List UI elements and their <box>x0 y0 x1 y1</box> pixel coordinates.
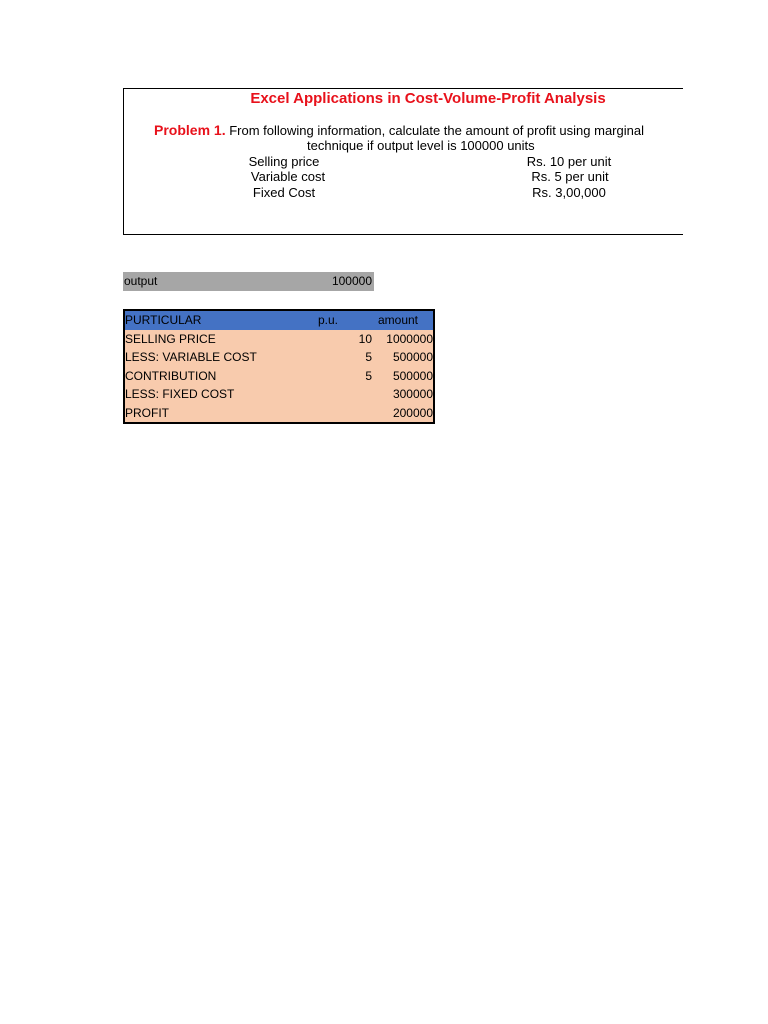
calculation-table <box>123 309 435 424</box>
fact-label-fixed-cost: Fixed Cost <box>252 185 316 200</box>
table-row[interactable] <box>125 367 433 386</box>
row-particular: CONTRIBUTION <box>125 368 217 383</box>
fact-label-selling-price: Selling price <box>248 154 320 169</box>
table-row[interactable] <box>125 385 433 404</box>
table-row[interactable] <box>125 404 433 423</box>
header-amount: amount <box>377 313 419 327</box>
row-amount: 200000 <box>392 405 433 420</box>
problem-box <box>123 88 683 235</box>
header-pu: p.u. <box>317 313 338 327</box>
fact-value-variable-cost: Rs. 5 per unit <box>531 169 609 184</box>
fact-label-variable-cost: Variable cost <box>250 169 326 184</box>
fact-value-fixed-cost: Rs. 3,00,000 <box>532 185 606 200</box>
table-row[interactable] <box>125 348 433 367</box>
output-value[interactable]: 100000 <box>331 274 372 288</box>
problem-text-1: From following information, calculate the amount of profit using marginal <box>229 123 644 138</box>
problem-text-2: technique if output level is 100000 units <box>307 138 535 153</box>
problem-label: Problem 1. <box>154 122 226 138</box>
output-label: output <box>124 274 158 288</box>
page-title: Excel Applications in Cost-Volume-Profit Analysis <box>250 90 606 107</box>
table-row[interactable] <box>125 330 433 349</box>
row-amount: 1000000 <box>386 331 433 346</box>
row-amount: 300000 <box>392 387 433 401</box>
row-amount: 500000 <box>392 350 433 364</box>
output-cell-row[interactable] <box>123 272 374 291</box>
row-particular: LESS: FIXED COST <box>125 387 235 401</box>
header-particular: PURTICULAR <box>125 313 202 327</box>
row-pu: 10 <box>358 331 372 346</box>
row-particular: LESS: VARIABLE COST <box>125 350 257 364</box>
problem-statement-line-1 <box>154 122 644 138</box>
table-header-row <box>125 311 433 330</box>
row-particular: PROFIT <box>125 405 169 420</box>
row-particular: SELLING PRICE <box>125 331 216 346</box>
row-amount: 500000 <box>392 368 433 383</box>
fact-value-selling-price: Rs. 10 per unit <box>526 154 612 169</box>
row-pu: 5 <box>365 368 372 383</box>
row-pu: 5 <box>365 350 372 364</box>
